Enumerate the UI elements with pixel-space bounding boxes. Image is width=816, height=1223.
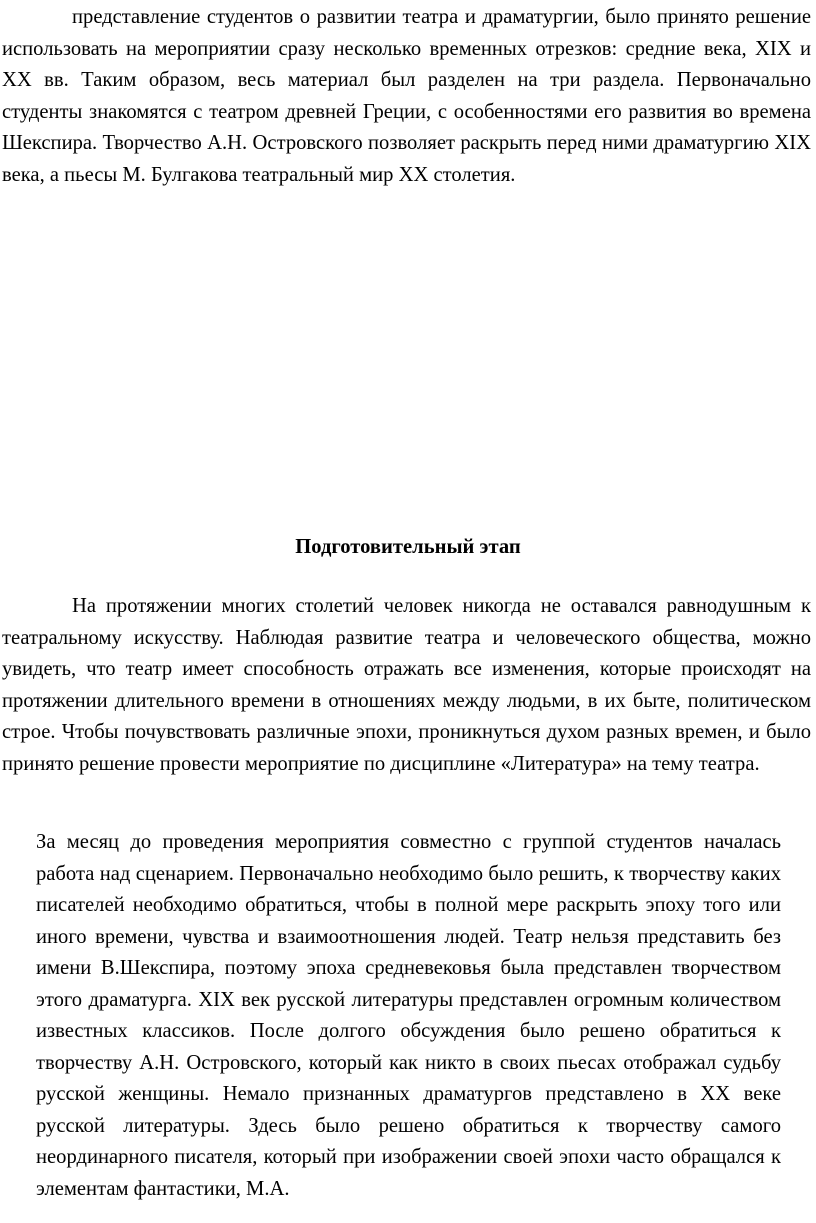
section-heading: Подготовительный этап bbox=[295, 536, 521, 558]
intro-paragraph: представление студентов о развитии театра и драматургии, было принято решение использовать на мероприятии сразу несколько временных отрезков: средние века, XIX и XX вв. Таким образом, весь материал был разделен на три раздела. Первоначально студенты знакомятся с театром древней Греции, с особенностями его развития во времена Шекспира. Творчество А.Н. Островского позволяет раскрыть перед ними драматургию XIX века, а пьесы М. Булгакова театральный мир XX столетия. bbox=[2, 6, 811, 186]
section-paragraph: На протяжении многих столетий человек никогда не оставался равнодушным к театральному искусству. Наблюдая развитие театра и человеческого общества, можно увидеть, что театр имеет способность отражать все изменения, которые происходят на протяжении длительного времени в отношениях между людьми, в их быте, политическом строе. Чтобы почувствовать различные эпохи, проникнуться духом разных времен, и было принято решение провести мероприятие по дисциплине «Литература» на тему театра. bbox=[2, 595, 811, 775]
preparation-paragraph: За месяц до проведения мероприятия совместно с группой студентов началась работа над сценарием. Первоначально необходимо было решить, к творчеству каких писателей необходимо обратиться, чтобы в полной мере раскрыть эпоху того или иного времени, чувства и взаимоотношения людей. Театр нельзя представить без имени В.Шекспира, поэтому эпоха средневековья была представлен творчеством этого драматурга. XIX век русской литературы представлен огромным количеством известных классиков. После долгого обсуждения было решено обратиться к творчеству А.Н. Островского, который как никто в своих пьесах отображал судьбу русской женщины. Немало признанных драматургов представлено в XX веке русской литературы. Здесь было решено обратиться к творчеству самого неординарного писателя, который при изображении своей эпохи часто обращался к элементам фантастики, М.А. bbox=[36, 831, 781, 1200]
